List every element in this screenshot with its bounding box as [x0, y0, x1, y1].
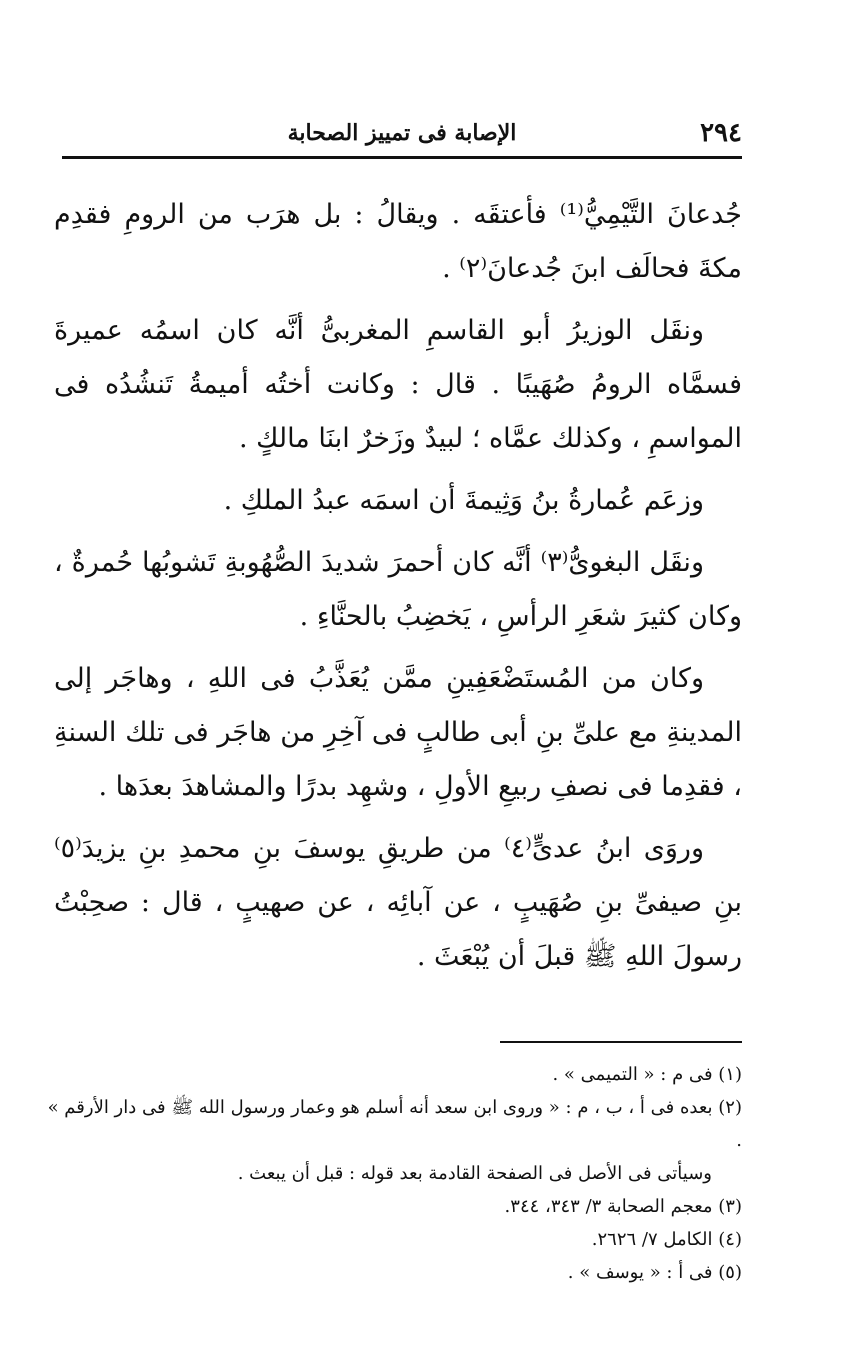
paragraph: جُدعانَ التَّيْمِيُّ⁽¹⁾ فأعتقَه . ويقالُ : بل هرَب من الرومِ فقدِم مكةَ فحالَف ابنَ جُدعانَ⁽٢⁾ .	[54, 199, 742, 284]
main-text	[54, 188, 742, 992]
paragraph: وزعَم عُمارةُ بنُ وَثِيمةَ أن اسمَه عبدُ الملكِ .	[223, 485, 704, 516]
footnote: (٥) فى أ : « يوسف » .	[567, 1262, 742, 1283]
page-header	[62, 114, 742, 154]
footnote: (١) فى م : « التميمى » .	[552, 1064, 742, 1085]
book-title: الإصابة فى تمييز الصحابة	[287, 120, 517, 146]
footnote: (٣) معجم الصحابة ٣/ ٣٤٣، ٣٤٤.	[504, 1196, 742, 1217]
footnote: (٤) الكامل ٧/ ٢٦٢٦.	[591, 1229, 742, 1250]
page-number: ٢٩٤	[700, 118, 742, 148]
paragraph: وروَى ابنُ عدىٍّ⁽٤⁾ من طريقِ يوسفَ بنِ محمدِ بنِ يزيدَ⁽٥⁾ بنِ صيفىِّ بنِ صُهَيبٍ ، عن آبائِه ، عن صهيبٍ ، قال : صحِبْتُ رسولَ اللهِ ﷺ قبلَ أن يُبْعَثَ .	[54, 833, 742, 972]
footnotes	[40, 1058, 742, 1289]
paragraph: وكان من المُستَضْعَفِينِ ممَّن يُعَذَّبُ فى اللهِ ، وهاجَر إلى المدينةِ مع علىِّ بنِ أبى طالبٍ فى آخِرِ من هاجَر فى تلك السنةِ ، فقدِما فى نصفِ ربيعِ الأولِ ، وشهِد بدرًا والمشاهدَ بعدَها .	[54, 663, 742, 802]
paragraph: ونقَل البغوىُّ⁽٣⁾ أنَّه كان أحمرَ شديدَ الصُّهُوبةِ تَشوبُها حُمرةٌ ، وكان كثيرَ شعَرِ الرأسِ ، يَخضِبُ بالحنَّاءِ .	[54, 547, 742, 632]
paragraph: ونقَل الوزيرُ أبو القاسمِ المغربىُّ أنَّه كان اسمُه عميرةَ فسمَّاه الرومُ صُهَيبًا . قال : وكانت أختُه أميمةُ تَنشُدُه فى المواسمِ ، وكذلك عمَّاه ؛ لبيدٌ وزَخرٌ ابنَا مالكٍ .	[54, 315, 742, 454]
footnote-continuation: وسيأتى فى الأصل فى الصفحة القادمة بعد قوله : قبل أن يبعث .	[237, 1163, 712, 1184]
footnote-divider	[500, 1041, 742, 1043]
header-divider	[62, 156, 742, 159]
footnote: (٢) بعده فى أ ، ب ، م : « وروى ابن سعد أنه أسلم هو وعمار ورسول الله ﷺ فى دار الأرقم » .	[47, 1097, 742, 1151]
